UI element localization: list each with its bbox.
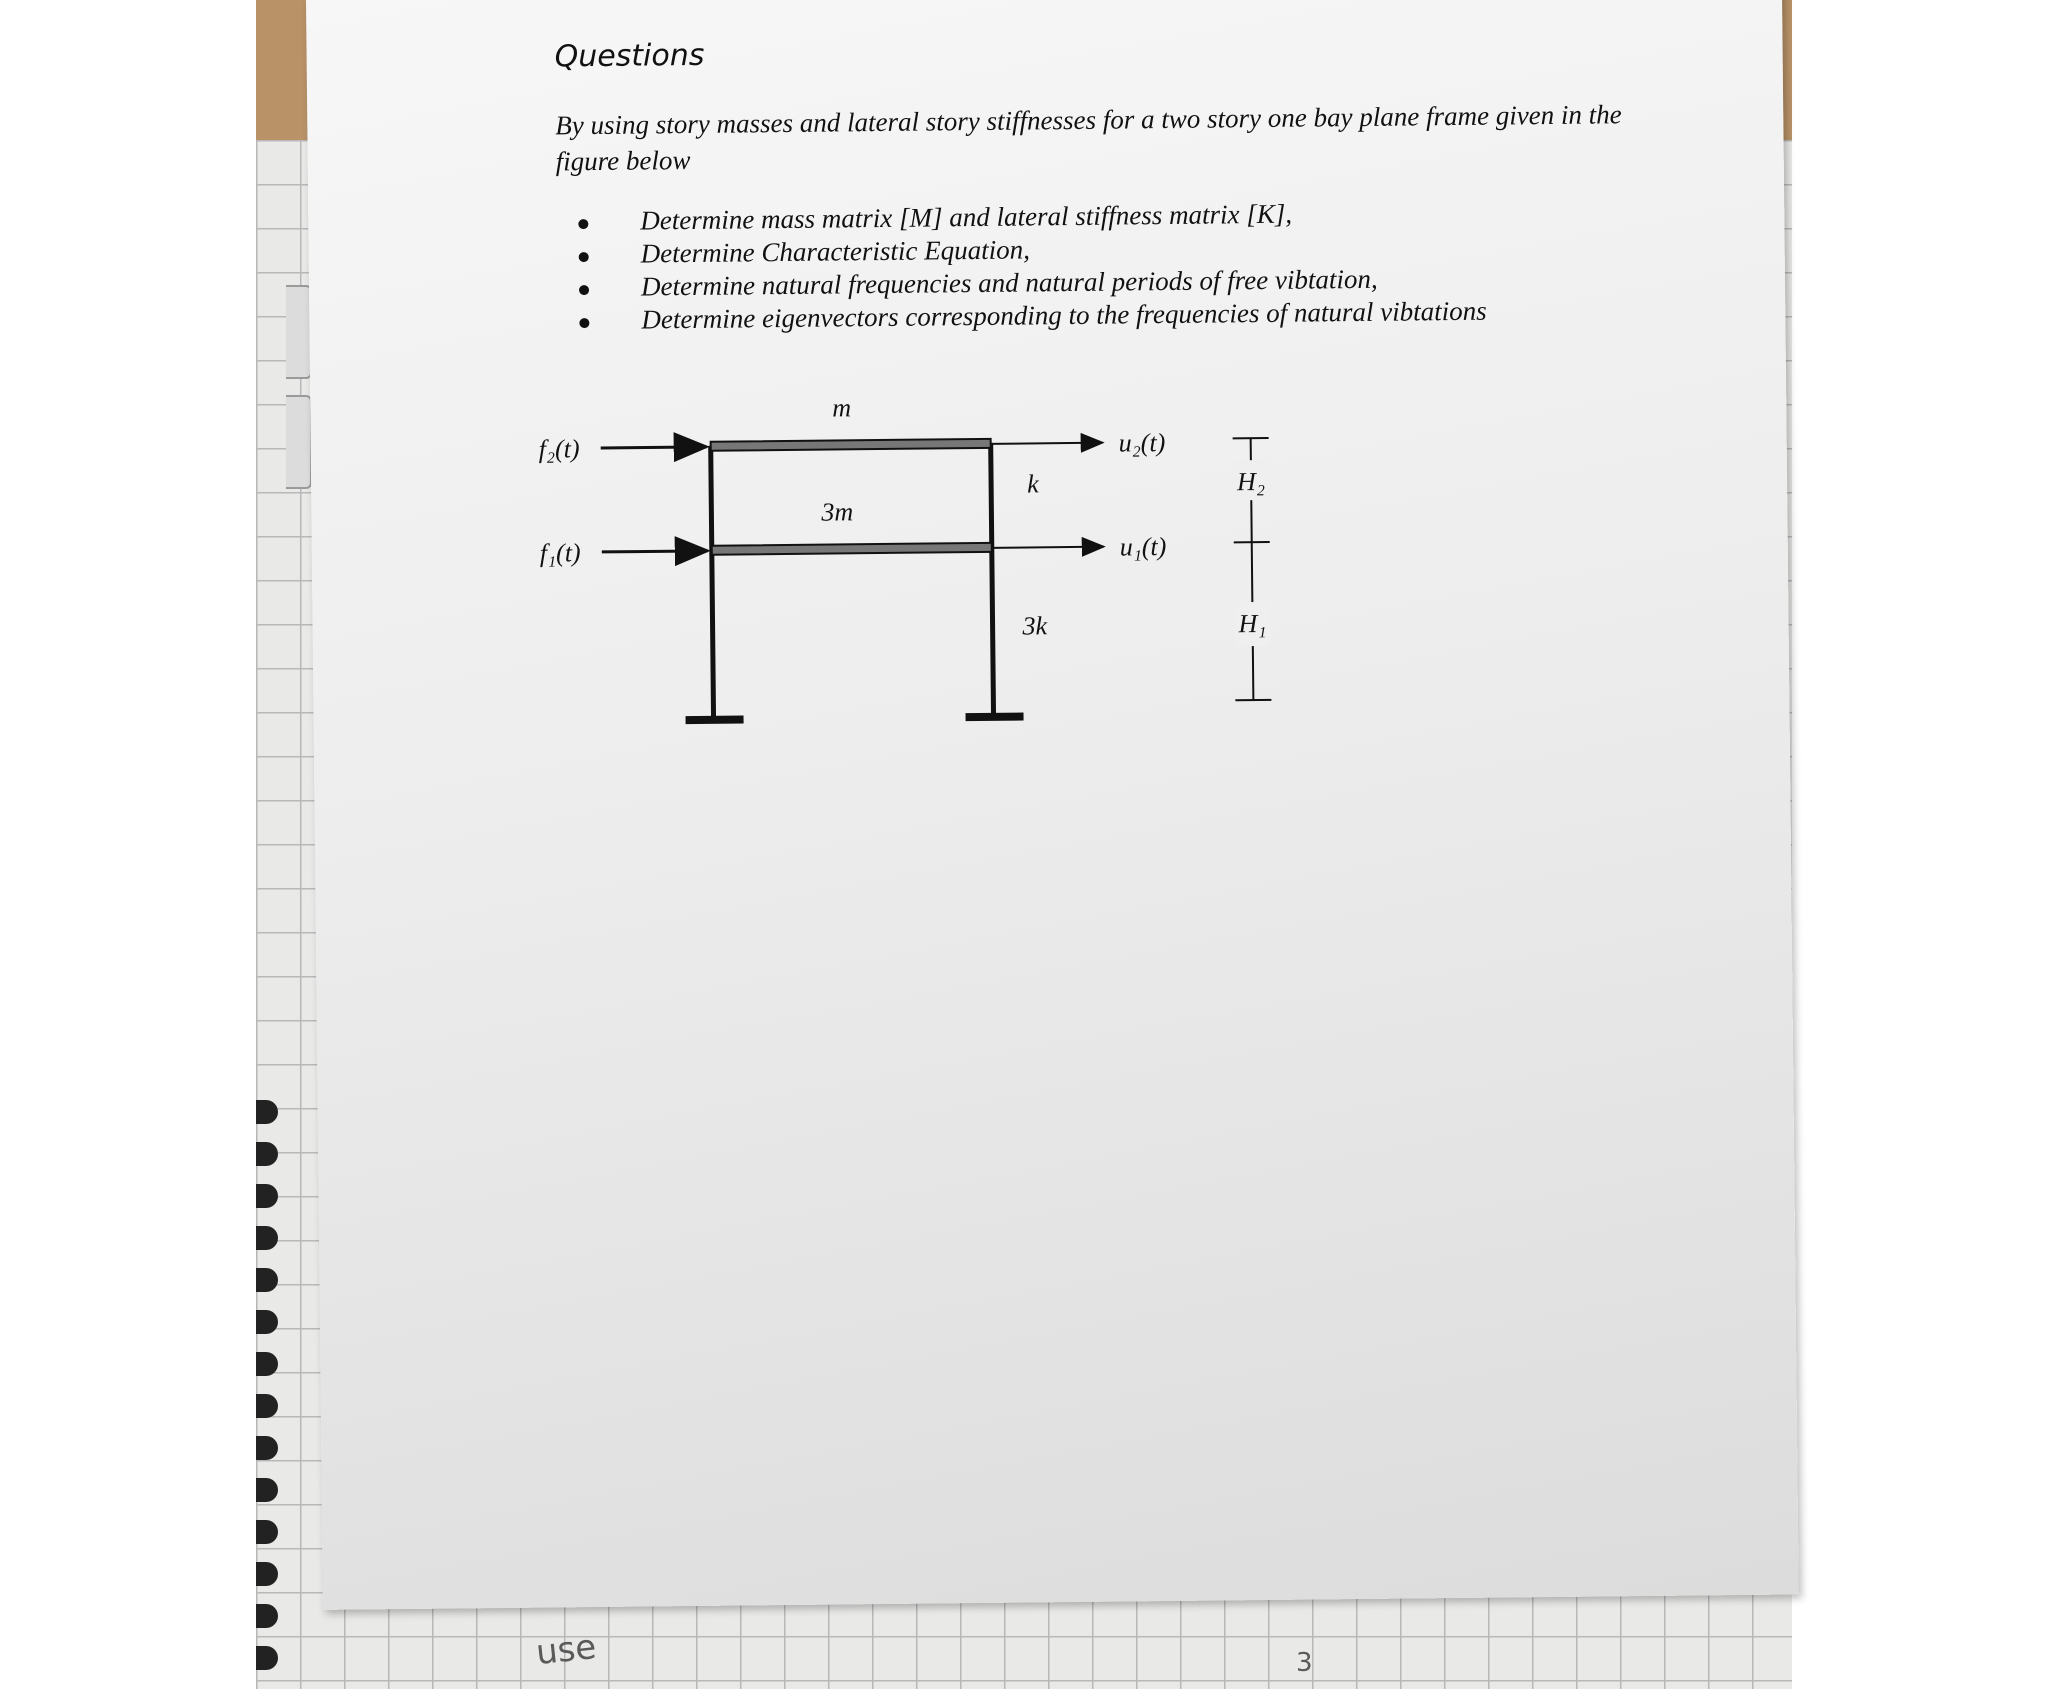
binding-ring xyxy=(256,1520,278,1544)
binding-ring xyxy=(256,1310,278,1334)
binding-ring xyxy=(256,1478,278,1502)
label-height-top: H₂ xyxy=(1236,466,1266,497)
task-list xyxy=(578,196,1487,337)
binding-ring xyxy=(256,1394,278,1418)
handwritten-word: use xyxy=(534,1626,599,1674)
binding-ring xyxy=(256,1142,278,1166)
disp-arrow-bottom xyxy=(992,547,1104,548)
label-mass-top: m xyxy=(832,393,852,423)
left-support xyxy=(686,715,744,724)
binding-ring xyxy=(256,1352,278,1376)
label-force-top: f₂(t) xyxy=(538,434,580,464)
bottom-beam xyxy=(712,543,992,555)
notebook-tab xyxy=(286,395,312,489)
label-stiffness-bottom: 3k xyxy=(1022,611,1048,641)
notebook-tab xyxy=(286,285,312,379)
force-arrow-top xyxy=(601,447,707,448)
label-height-bottom: H₁ xyxy=(1238,608,1267,639)
spiral-binding xyxy=(256,1100,278,1689)
disp-arrow-top xyxy=(991,443,1103,444)
intro-text: By using story masses and lateral story stiffnesses for a two story one bay plane frame given in the figure below xyxy=(555,99,1622,177)
right-support xyxy=(966,713,1024,722)
binding-ring xyxy=(256,1436,278,1460)
handwritten-digits: 3 xyxy=(1296,1648,1313,1678)
left-column xyxy=(711,446,714,718)
task-item: Determine Characteristic Equation, xyxy=(579,229,1487,271)
label-stiffness-top: k xyxy=(1026,469,1039,499)
label-disp-top: u₂(t) xyxy=(1118,428,1166,458)
page-title: Questions xyxy=(554,37,705,75)
top-beam xyxy=(711,439,991,451)
binding-ring xyxy=(256,1100,278,1124)
binding-ring xyxy=(256,1562,278,1586)
task-item: Determine eigenvectors corresponding to the frequencies of natural vibtations xyxy=(579,295,1487,337)
label-force-bottom: f₁(t) xyxy=(539,538,581,568)
frame-diagram xyxy=(538,369,1374,738)
label-mass-bottom: 3m xyxy=(821,497,854,527)
binding-ring xyxy=(256,1604,278,1628)
force-arrow-bottom xyxy=(602,551,708,552)
question-sheet xyxy=(306,0,1799,1610)
photo xyxy=(256,0,1792,1689)
binding-ring xyxy=(256,1268,278,1292)
binding-ring xyxy=(256,1646,278,1670)
binding-ring xyxy=(256,1184,278,1208)
label-disp-bottom: u₁(t) xyxy=(1119,532,1167,562)
binding-ring xyxy=(256,1226,278,1250)
task-item: Determine natural frequencies and natural periods of free vibtation, xyxy=(579,262,1487,304)
task-item: Determine mass matrix [M] and lateral stiffness matrix [K], xyxy=(578,196,1486,238)
right-column xyxy=(991,443,994,715)
